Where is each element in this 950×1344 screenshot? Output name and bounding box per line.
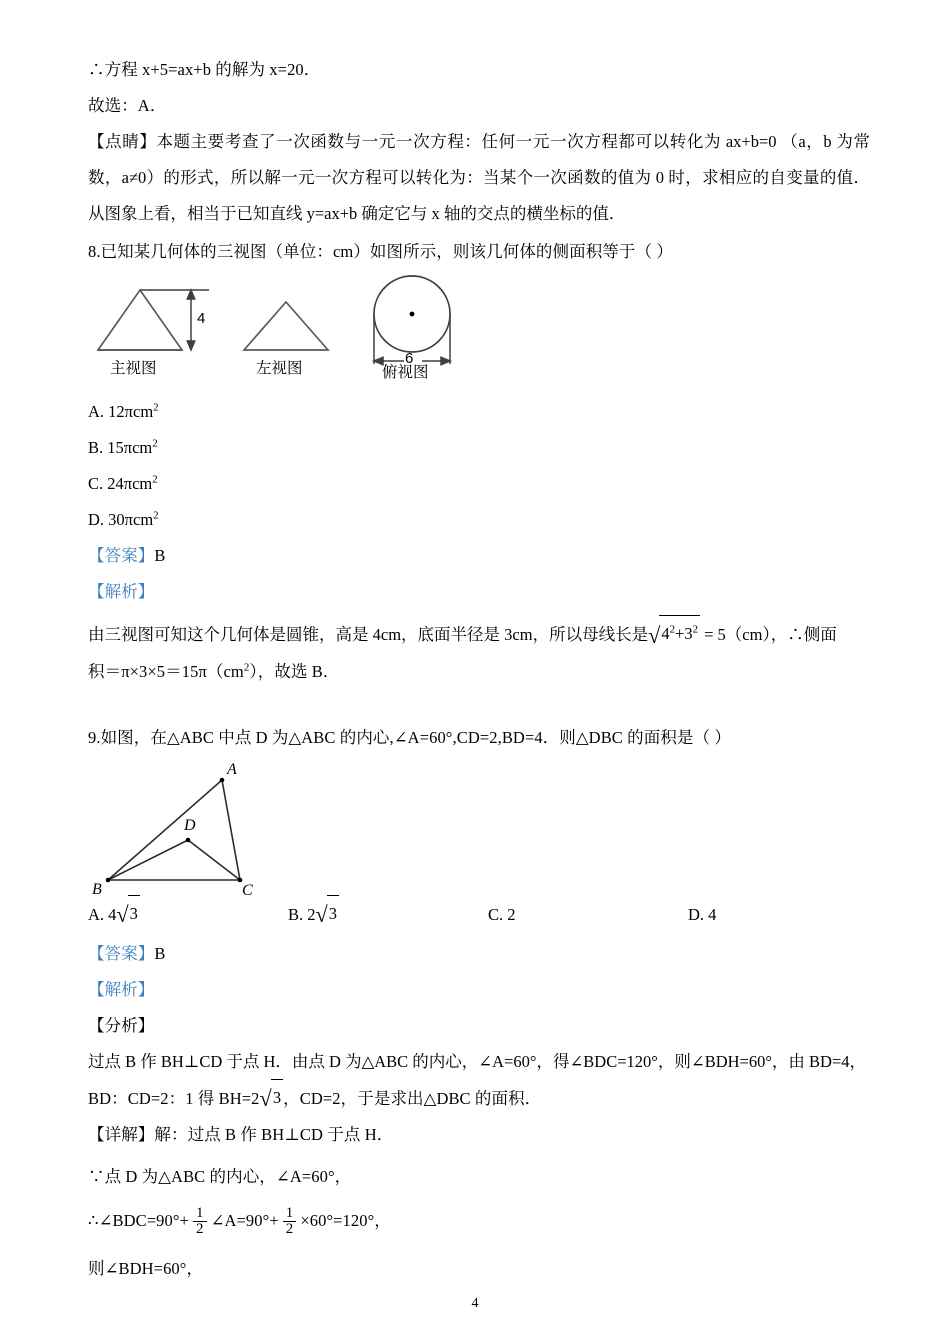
q8-analysis-tag: 【解析】	[88, 582, 155, 601]
q8-option-d-sup: 2	[153, 509, 159, 522]
q9-step3: 则∠BDH=60°，	[88, 1259, 204, 1279]
q8-solution-mid: = 5（cm），∴侧面	[704, 625, 837, 644]
q9-option-a[interactable]	[88, 896, 288, 934]
radical-sign-icon: √	[259, 1086, 272, 1112]
fraction-denominator: 2	[283, 1221, 297, 1237]
q9-options-row	[88, 896, 870, 936]
triangle-abc-edges	[108, 780, 240, 880]
triangle-abc-svg	[90, 758, 320, 898]
q8-option-d-text: 30πcm	[108, 510, 154, 529]
q9-fenxi-line2-post: ，CD=2，于是求出△DBC 的面积．	[283, 1088, 542, 1108]
q8-option-c[interactable]	[88, 466, 870, 502]
q8-solution-paragraph	[88, 616, 870, 654]
q9-option-c[interactable]: C. 2	[488, 904, 516, 924]
q8-option-b[interactable]	[88, 430, 870, 466]
q9-fenxi-line2	[88, 1080, 870, 1118]
front-view-height-label: 4	[197, 310, 206, 327]
q9-analysis-tag: 【解析】	[88, 979, 155, 999]
q9-fenxi-line1: 过点 B 作 BH⊥CD 于点 H．由点 D 为△ABC 的内心，∠A=60°，得∠BDC=120°，则∠BDH=60°，由 BD=4，	[88, 1051, 867, 1071]
front-view-height-dimension	[187, 290, 195, 350]
q9-option-a-key: A.	[88, 904, 105, 924]
q8-option-a[interactable]	[88, 394, 870, 430]
q9-option-a-coef: 4	[108, 904, 117, 924]
q8-option-c-text: 24πcm	[107, 474, 153, 493]
radical-sign-icon: √	[116, 902, 129, 928]
side-view-label: 左视图	[256, 360, 303, 377]
q8-radicand-plus: +	[675, 624, 685, 644]
label-c: C	[242, 881, 253, 898]
q8-answer-tag: 【答案】	[88, 546, 155, 565]
q8-option-a-key: A.	[88, 402, 105, 421]
q9-fenxi-radicand: 3	[271, 1079, 283, 1116]
triangle-abc-vertex-labels	[92, 761, 253, 898]
q9-answer-row	[88, 936, 870, 972]
front-view-label: 主视图	[110, 360, 157, 377]
q8-option-c-sup: 2	[152, 473, 158, 486]
q7-conclusion-line: ∴方程 x+5=ax+b 的解为 x=20．	[88, 60, 321, 79]
q8-solution-pre: 由三视图可知这个几何体是圆锥，高是 4cm，底面半径是 3cm，所以母线长是	[88, 625, 649, 644]
q9-fenxi-radical	[259, 1080, 283, 1118]
q9-answer-tag: 【答案】	[88, 943, 155, 963]
q9-step2-pre: ∴∠BDC=90°+	[88, 1211, 189, 1231]
q9-step1: ∵点 D 为△ABC 的内心，∠A=60°，	[88, 1167, 352, 1187]
q8-radicand-a: 4	[661, 624, 670, 644]
q9-triangle-figure	[88, 756, 870, 896]
q8-option-d[interactable]	[88, 502, 870, 538]
q8-option-b-sup: 2	[152, 437, 158, 450]
label-a: A	[227, 760, 237, 778]
radical-sign-icon: √	[315, 902, 328, 928]
q9-option-b-coef: 2	[307, 904, 316, 924]
q9-option-d[interactable]: D. 4	[688, 904, 717, 924]
q9-step2-mid: ∠A=90°+	[210, 1211, 279, 1231]
q8-radicand-b-sup: 2	[692, 623, 698, 636]
q9-step2	[88, 1195, 870, 1247]
q9-step2-post: ×60°=120°，	[300, 1211, 391, 1231]
q8-option-c-key: C.	[88, 474, 104, 493]
q8-three-view-figure	[88, 274, 870, 394]
q8-option-a-sup: 2	[153, 401, 159, 414]
page-content	[88, 52, 870, 1287]
q8-radicand-a-sup: 2	[669, 623, 675, 636]
q8-solution-line2-sup: 2	[243, 661, 250, 674]
q8-option-d-key: D.	[88, 510, 105, 529]
q8-solution-line2-a: 积＝π×3×5＝15π（cm	[88, 661, 244, 681]
radical-sign-icon: √	[648, 622, 661, 648]
side-view-triangle	[244, 302, 328, 350]
q9-option-a-radicand: 3	[128, 895, 140, 932]
q8-option-a-text: 12πcm	[108, 402, 154, 421]
q9-option-b-radicand: 3	[327, 895, 339, 932]
q9-xiangjie-line: 【详解】解：过点 B 作 BH⊥CD 于点 H．	[88, 1125, 394, 1145]
q8-answer-row	[88, 538, 870, 574]
q8-radicand-b: 3	[684, 624, 693, 644]
q7-insight-paragraph: 【点睛】本题主要考查了一次函数与一元一次方程：任何一元一次方程都可以转化为 ax+b=0 （a，b 为常数，a≠0）的形式，所以解一元一次方程可以转化为：当某个一次函数的值为 0 时，求相应的自变量的值．从图象上看，相当于已知直线 y=ax+b 确定它与 x 轴的交点的横坐标的值．	[88, 132, 870, 223]
label-d: D	[184, 816, 196, 834]
q9-option-b-key: B.	[288, 904, 304, 924]
fraction-denominator: 2	[193, 1221, 207, 1237]
q9-answer-value: B	[154, 943, 166, 963]
q8-option-b-key: B.	[88, 438, 104, 457]
q8-solution-line2	[88, 654, 870, 690]
top-view-circle	[374, 276, 450, 352]
q8-stem: 8.已知某几何体的三视图（单位：cm）如图所示，则该几何体的侧面积等于（ ）	[88, 242, 673, 261]
q9-option-a-radical	[116, 896, 139, 934]
section-spacer	[88, 690, 870, 720]
q9-option-b-radical	[316, 896, 339, 934]
q8-answer-value: B	[154, 546, 166, 565]
q8-option-b-text: 15πcm	[107, 438, 153, 457]
radicand	[659, 615, 700, 652]
label-b: B	[92, 880, 102, 898]
top-view-diameter-label: 6	[405, 350, 414, 367]
q8-solution-line2-b: ），故选 B．	[249, 661, 340, 681]
q7-choice-line: 故选：A．	[88, 96, 167, 115]
top-view-label: 俯视图	[382, 364, 429, 381]
page-number: 4	[471, 1296, 479, 1311]
q9-option-b[interactable]	[288, 896, 488, 934]
q9-fenxi-line2-pre: BD：CD=2：1 得 BH=2	[88, 1088, 260, 1108]
q9-step2-fraction-2	[283, 1206, 297, 1238]
q9-stem: 9.如图，在△ABC 中点 D 为△ABC 的内心,∠A=60°,CD=2,BD=4．则△DBC 的面积是（ ）	[88, 727, 731, 747]
fraction-numerator: 1	[285, 1204, 294, 1221]
q9-step2-fraction-1	[193, 1206, 207, 1238]
q8-slant-radical	[648, 616, 700, 654]
q9-fenxi-tag: 【分析】	[88, 1015, 155, 1035]
fraction-numerator: 1	[195, 1204, 204, 1221]
